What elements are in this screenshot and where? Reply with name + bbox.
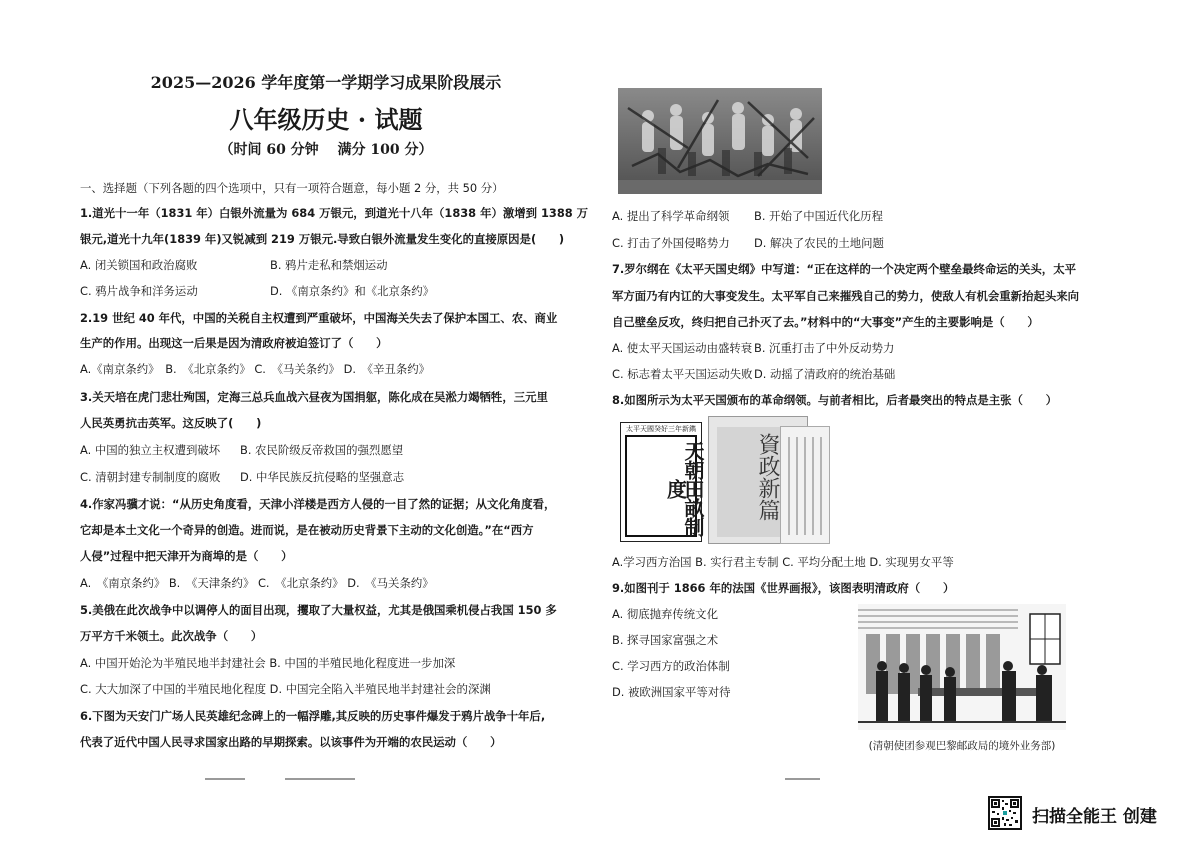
- exam-title: 八年级历史 · 试题: [229, 105, 423, 134]
- q6-option-a: A. 提出了科学革命纲领: [612, 209, 730, 223]
- q7-option-a: A. 使太平天国运动由盛转衰: [612, 341, 753, 355]
- q3-line-1: 3.关天培在虎门悲壮殉国，定海三总兵血战六昼夜为国捐躯，陈化成在吴淞力竭牺牲，三元里: [80, 390, 548, 404]
- q1-option-c: C. 鸦片战争和洋务运动: [80, 284, 198, 298]
- book2-title: 資政新篇: [755, 433, 780, 521]
- q4-line-2: 它却是本土文化一个奇异的创造。进而说，是在被动历史背景下主动的文化创造。”在“西方: [80, 523, 534, 537]
- q7-line-1: 7.罗尔纲在《太平天国史纲》中写道：“正在这样的一个决定两个壁垒最终命运的关头，太平: [612, 262, 1076, 276]
- q3-option-c: C. 清朝封建专制制度的腐败: [80, 470, 221, 484]
- q9-option-a: A. 彻底抛弃传统文化: [612, 607, 718, 621]
- q7-option-b: B. 沉重打击了中外反动势力: [754, 341, 895, 355]
- q5-line-1: 5.美俄在此次战争中以调停人的面目出现，攫取了大量权益，尤其是俄国乘机侵占我国 150 多: [80, 603, 557, 617]
- q7-line-3: 自己壁垒反攻，终归把自己扑灭了去。”材料中的“大事变”产生的主要影响是（ ）: [612, 315, 1039, 329]
- page-footer-mark: [205, 778, 245, 780]
- book1-title: 天朝田畝制度: [663, 440, 705, 536]
- page-footer-mark: [285, 778, 355, 780]
- q3-option-a: A. 中国的独立主权遭到破坏: [80, 443, 221, 457]
- q1-option-d: D. 《南京条约》和《北京条约》: [270, 284, 435, 298]
- q9-option-d: D. 被欧洲国家平等对待: [612, 685, 731, 699]
- book1-header: 太平天國癸好三年新鐫: [626, 425, 696, 433]
- q2-line-2: 生产的作用。出现这一后果是因为清政府被迫签订了（ ）: [80, 336, 388, 350]
- q6-line-1: 6.下图为天安门广场人民英雄纪念碑上的一幅浮雕,其反映的历史事件爆发于鸦片战争十年后,: [80, 709, 546, 723]
- q8-line-1: 8.如图所示为太平天国颁布的革命纲领。与前者相比，后者最突出的特点是主张（ ）: [612, 393, 1058, 407]
- q9-option-c: C. 学习西方的政治体制: [612, 659, 730, 673]
- exam-time-score: （时间 60 分钟 满分 100 分）: [219, 142, 433, 158]
- book-inner-page-image: [780, 426, 830, 544]
- q6-line-2: 代表了近代中国人民寻求国家出路的早期探索。以该事件为开端的农民运动（ ）: [80, 735, 502, 749]
- q6-option-d: D. 解决了农民的土地问题: [754, 236, 884, 250]
- relief-sculpture-image: [618, 88, 822, 194]
- q6-option-c: C. 打击了外国侵略势力: [612, 236, 730, 250]
- q7-option-d: D. 动摇了清政府的统治基础: [754, 367, 896, 381]
- q5-options-ab: A. 中国开始沦为半殖民地半封建社会 B. 中国的半殖民地化程度进一步加深: [80, 656, 456, 670]
- q1-option-a: A. 闭关锁国和政治腐败: [80, 258, 198, 272]
- q2-line-1: 2.19 世纪 40 年代，中国的关税自主权遭到严重破坏，中国海关失去了保护本国工、农、商业: [80, 311, 558, 325]
- q1-line-2: 银元,道光十九年(1839 年)又锐减到 219 万银元.导致白银外流量发生变化的直接原因是( ): [80, 232, 565, 246]
- q4-line-1: 4.作家冯骥才说：“从历史角度看，天津小洋楼是西方人侵的一目了然的证据；从文化角度看，: [80, 497, 556, 511]
- section-heading: 一、选择题（下列各题的四个选项中，只有一项符合题意，每小题 2 分，共 50 分）: [80, 181, 504, 195]
- q6-option-b: B. 开始了中国近代化历程: [754, 209, 883, 223]
- q7-option-c: C. 标志着太平天国运动失败: [612, 367, 753, 381]
- q9-option-b: B. 探寻国家富强之术: [612, 633, 719, 647]
- q7-line-2: 军方面乃有内讧的大事变发生。太平军自己来摧残自己的势力，使敌人有机会重新抬起头来向: [612, 289, 1080, 303]
- q9-line-1: 9.如图刊于 1866 年的法国《世界画报》，该图表明清政府（ ）: [612, 581, 955, 595]
- q8-options: A.学习西方治国 B. 实行君主专制 C. 平均分配土地 D. 实现男女平等: [612, 555, 954, 569]
- q5-line-2: 万平方千米领土。此次战争（ ）: [80, 629, 263, 643]
- camscanner-watermark: [988, 796, 1188, 830]
- qr-code-icon: [988, 796, 1022, 830]
- q3-option-d: D. 中华民族反抗侵略的坚强意志: [240, 470, 405, 484]
- q3-line-2: 人民英勇抗击英军。这反映了( ): [80, 416, 262, 430]
- tianchao-tianmu-book-image: [620, 422, 705, 542]
- q5-options-cd: C. 大大加深了中国的半殖民地化程度 D. 中国完全陷入半殖民地半封建社会的深渊: [80, 682, 491, 696]
- paris-post-office-engraving: [858, 604, 1066, 730]
- q1-option-b: B. 鸦片走私和禁烟运动: [270, 258, 388, 272]
- page-footer-mark: [785, 778, 820, 780]
- engraving-caption: (清朝使团参观巴黎邮政局的境外业务部): [868, 740, 1056, 752]
- q2-options: A.《南京条约》 B. 《北京条约》 C. 《马关条约》 D. 《辛丑条约》: [80, 362, 430, 376]
- q1-line-1: 1.道光十一年（1831 年）白银外流量为 684 万银元，到道光十八年（1838 年）激增到 1388 万: [80, 206, 589, 220]
- camscanner-label: 扫描全能王 创建: [1032, 807, 1157, 827]
- exam-year-heading: 2025—2026 学年度第一学期学习成果阶段展示: [150, 73, 502, 92]
- q3-option-b: B. 农民阶级反帝救国的强烈愿望: [240, 443, 404, 457]
- q4-line-3: 人侵”过程中把天津开为商埠的是（ ）: [80, 549, 293, 563]
- q4-options: A. 《南京条约》 B. 《天津条约》 C. 《北京条约》 D. 《马关条约》: [80, 576, 434, 590]
